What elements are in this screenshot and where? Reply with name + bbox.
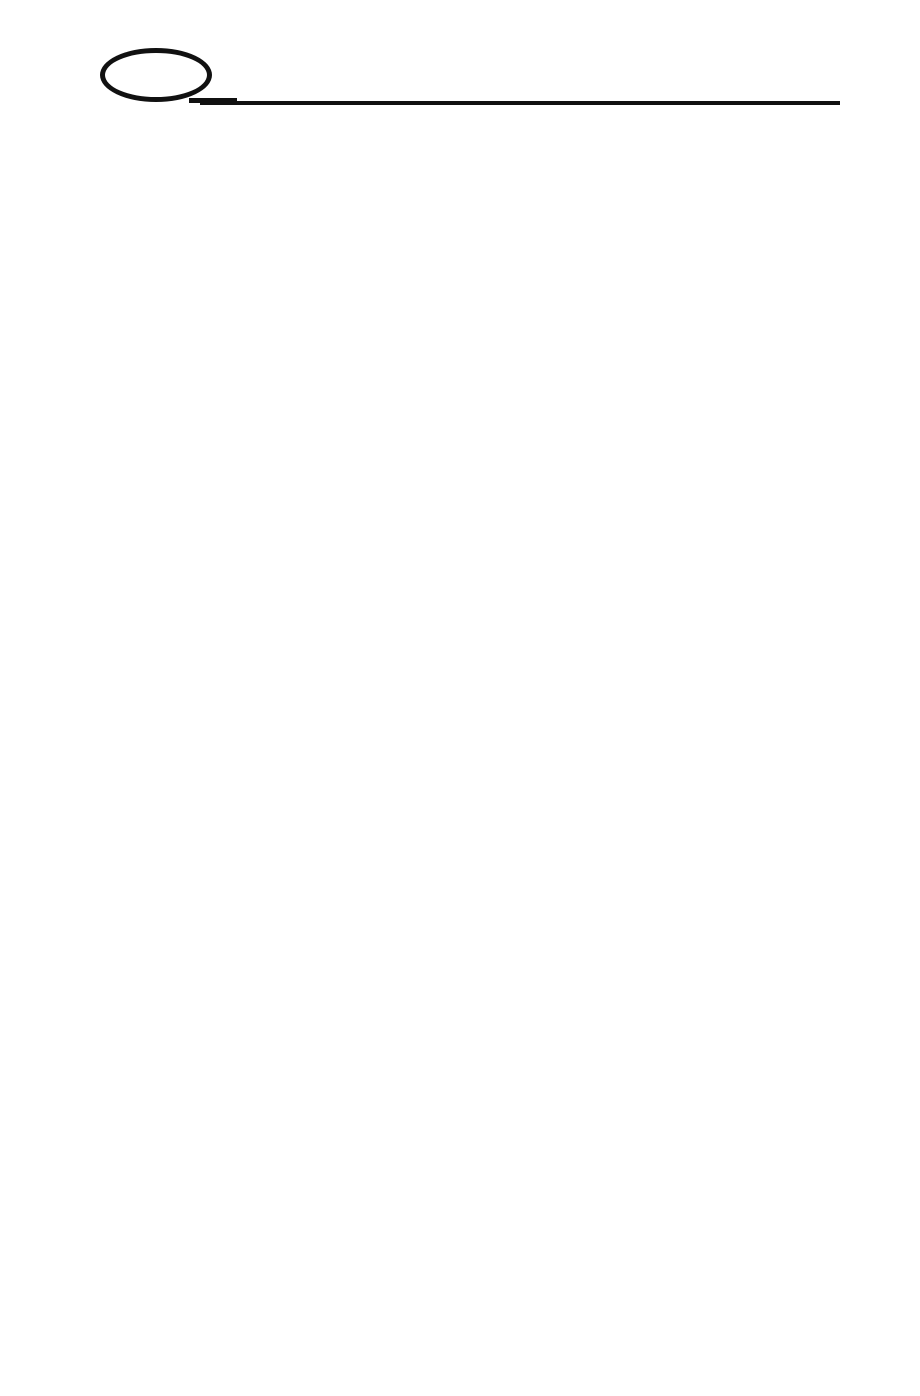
- page-number-badge: [100, 48, 212, 102]
- header-rule: [200, 101, 840, 105]
- badge-tail: [189, 98, 237, 103]
